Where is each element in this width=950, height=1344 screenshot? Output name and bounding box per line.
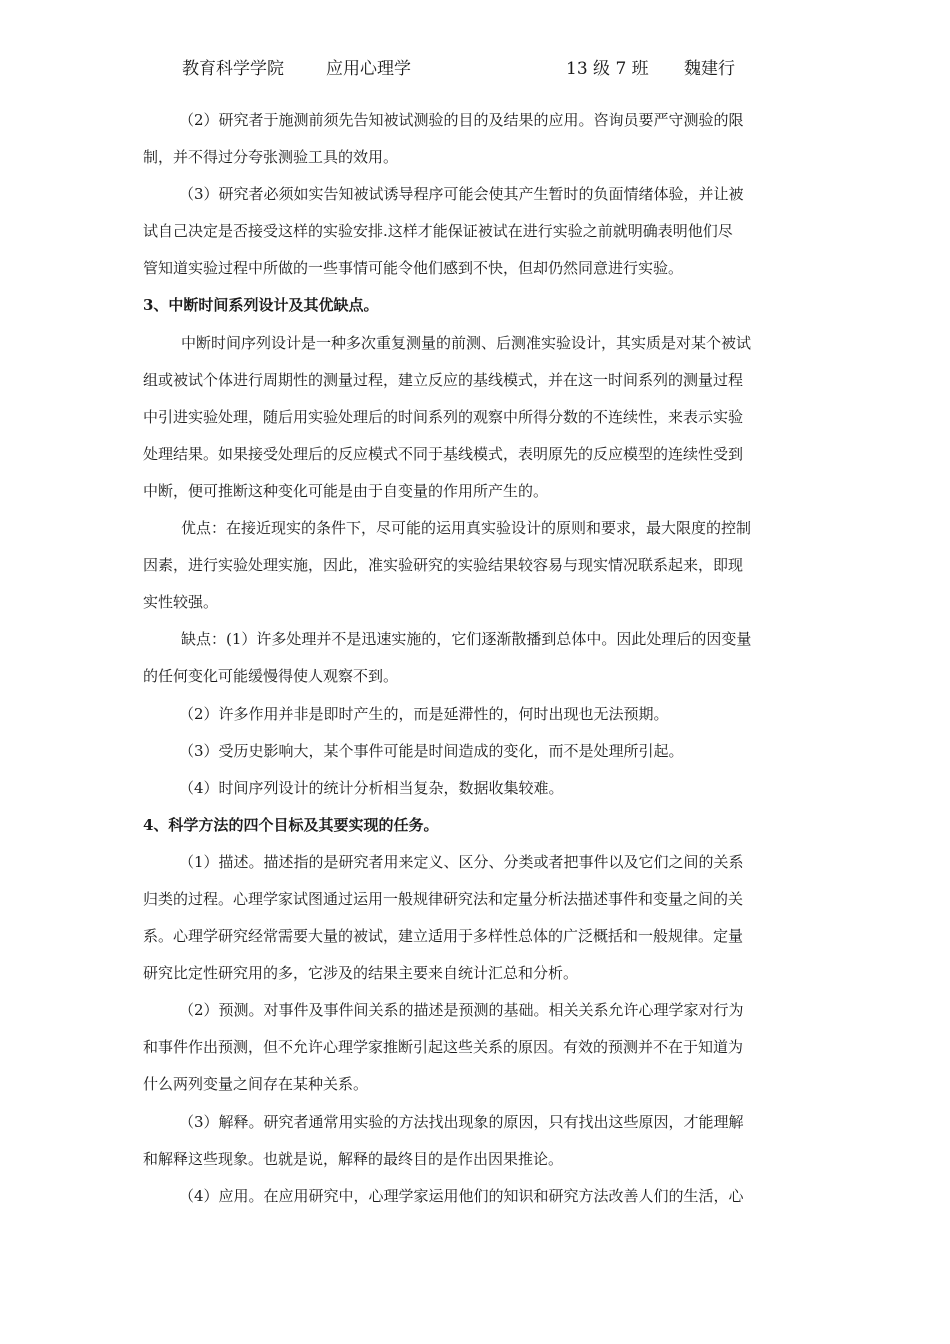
header-name: 魏建行 [684, 59, 735, 79]
text-line: 缺点：(1）许多处理并不是迅速实施的，它们逐渐散播到总体中。因此处理后的因变量 [181, 630, 752, 649]
text-line: 归类的过程。心理学家试图通过运用一般规律研究法和定量分析法描述事件和变量之间的关 [143, 889, 744, 908]
text-line: 实性较强。 [143, 593, 219, 612]
text-line: 和事件作出预测，但不允许心理学家推断引起这些关系的原因。有效的预测并不在于知道为 [143, 1038, 744, 1057]
text-line: 因素，进行实验处理实施，因此，准实验研究的实验结果较容易与现实情况联系起来，即现 [143, 556, 744, 575]
text-line: （3）受历史影响大，某个事件可能是时间造成的变化，而不是处理所引起。 [179, 741, 684, 760]
text-line: 研究比定性研究用的多，它涉及的结果主要来自统计汇总和分析。 [143, 964, 579, 983]
text-line: 组或被试个体进行周期性的测量过程，建立反应的基线模式，并在这一时间系列的测量过程 [143, 370, 744, 389]
text-line: （2）研究者于施测前须先告知被试测验的目的及结果的应用。咨询员要严守测验的限 [179, 111, 744, 129]
header-class: 13 级 7 班 [566, 59, 649, 79]
text-line: 处理结果。如果接受处理后的反应模式不同于基线模式，表明原先的反应模型的连续性受到 [143, 444, 744, 463]
text-line: （3）解释。研究者通常用实验的方法找出现象的原因，只有找出这些原因，才能理解 [179, 1112, 744, 1131]
text-line: 中引进实验处理，随后用实验处理后的时间系列的观察中所得分数的不连续性，来表示实验 [143, 407, 744, 426]
text-line: （2）许多作用并非是即时产生的，而是延滞性的，何时出现也无法预期。 [179, 704, 669, 723]
text-line: 优点：在接近现实的条件下，尽可能的运用真实验设计的原则和要求，最大限度的控制 [181, 519, 752, 538]
text-line: 和解释这些现象。也就是说，解释的最终目的是作出因果推论。 [143, 1149, 564, 1168]
section-heading-4: 4、科学方法的四个目标及其要实现的任务。 [143, 815, 439, 834]
header-school: 教育科学学院 [182, 59, 284, 79]
document-body [143, 102, 807, 1215]
text-line: （1）描述。描述指的是研究者用来定义、区分、分类或者把事件以及它们之间的关系 [179, 852, 744, 871]
page-header [0, 54, 950, 82]
section-heading-3: 3、中断时间系列设计及其优缺点。 [143, 296, 379, 315]
text-line: 中断时间序列设计是一种多次重复测量的前测、后测准实验设计，其实质是对某个被试 [181, 333, 752, 352]
text-line: 制，并不得过分夸张测验工具的效用。 [143, 148, 399, 167]
text-line: 的任何变化可能缓慢得使人观察不到。 [143, 667, 399, 686]
text-line: （3）研究者必须如实告知被试诱导程序可能会使其产生暂时的负面情绪体验，并让被 [179, 185, 744, 204]
header-major: 应用心理学 [326, 59, 411, 79]
text-line: 中断，便可推断这种变化可能是由于自变量的作用所产生的。 [143, 481, 549, 500]
text-line: 系。心理学研究经常需要大量的被试，建立适用于多样性总体的广泛概括和一般规律。定量 [143, 927, 744, 946]
text-line: （2）预测。对事件及事件间关系的描述是预测的基础。相关关系允许心理学家对行为 [179, 1001, 744, 1020]
text-line: 管知道实验过程中所做的一些事情可能令他们感到不快，但却仍然同意进行实验。 [143, 259, 684, 278]
text-line: 试自己决定是否接受这样的实验安排.这样才能保证被试在进行实验之前就明确表明他们尽 [143, 222, 733, 241]
text-line: （4）应用。在应用研究中，心理学家运用他们的知识和研究方法改善人们的生活，心 [179, 1186, 744, 1205]
text-line: （4）时间序列设计的统计分析相当复杂，数据收集较难。 [179, 778, 564, 797]
text-line: 什么两列变量之间存在某种关系。 [143, 1075, 369, 1094]
